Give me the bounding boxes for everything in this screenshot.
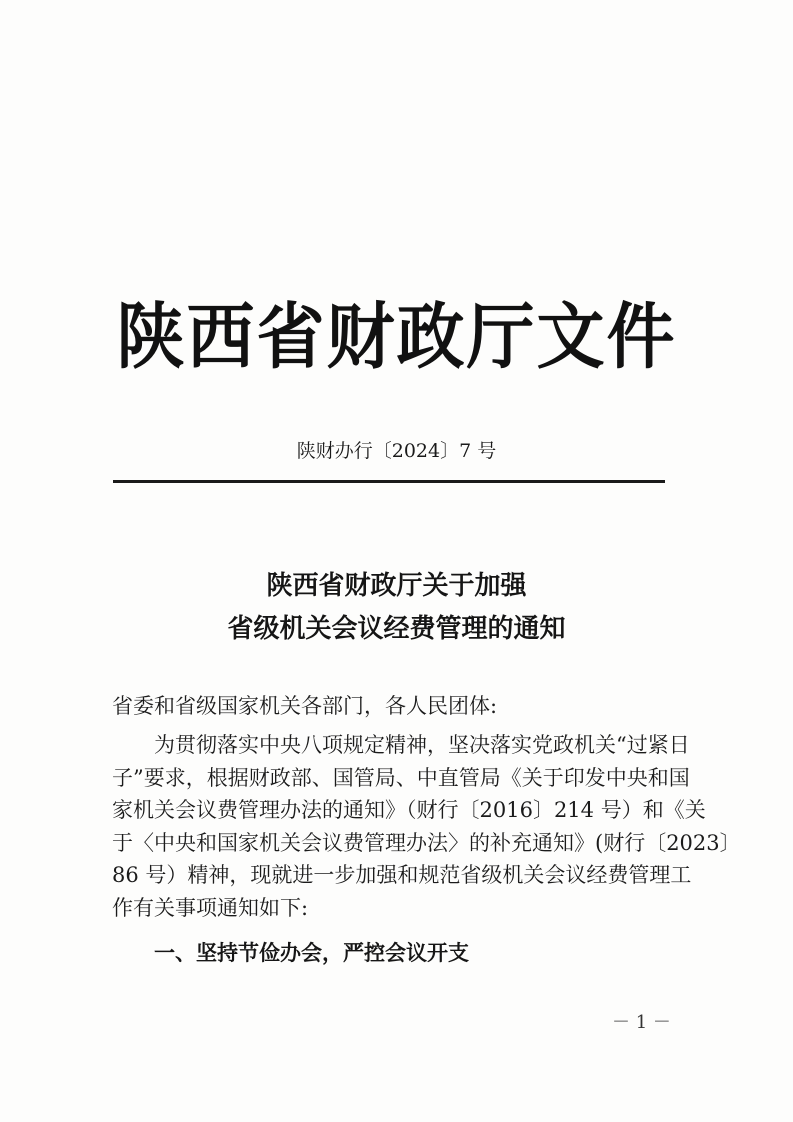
notice-title bbox=[0, 565, 793, 651]
body-line: 于〈中央和国家机关会议费管理办法〉的补充通知》(财行〔2023〕 bbox=[112, 830, 741, 855]
body-line: 子”要求，根据财政部、国管局、中直管局《关于印发中央和国 bbox=[112, 765, 690, 790]
body-line: 为贯彻落实中央八项规定精神，坚决落实党政机关“过紧日 bbox=[154, 733, 690, 757]
notice-title-line: 省级机关会议经费管理的通知 bbox=[227, 614, 566, 644]
body-line: 作有关事项通知如下: bbox=[112, 895, 309, 920]
body-paragraph bbox=[112, 729, 741, 924]
document-header-title: 陕西省财政厅文件 bbox=[116, 295, 677, 380]
salutation: 省委和省级国家机关各部门，各人民团体: bbox=[112, 694, 498, 718]
body-line: 家机关会议费管理办法的通知》（财行〔2016〕214 号）和《关 bbox=[112, 798, 706, 822]
header-divider bbox=[113, 480, 665, 483]
notice-title-line: 陕西省财政厅关于加强 bbox=[266, 571, 527, 601]
body-line: 86 号）精神，现就进一步加强和规范省级机关会议经费管理工 bbox=[112, 863, 692, 887]
page-number: － 1 － bbox=[612, 1012, 671, 1033]
document-number: 陕财办行〔2024〕7 号 bbox=[296, 440, 497, 462]
section-heading: 一、坚持节俭办会，严控会议开支 bbox=[154, 941, 469, 965]
